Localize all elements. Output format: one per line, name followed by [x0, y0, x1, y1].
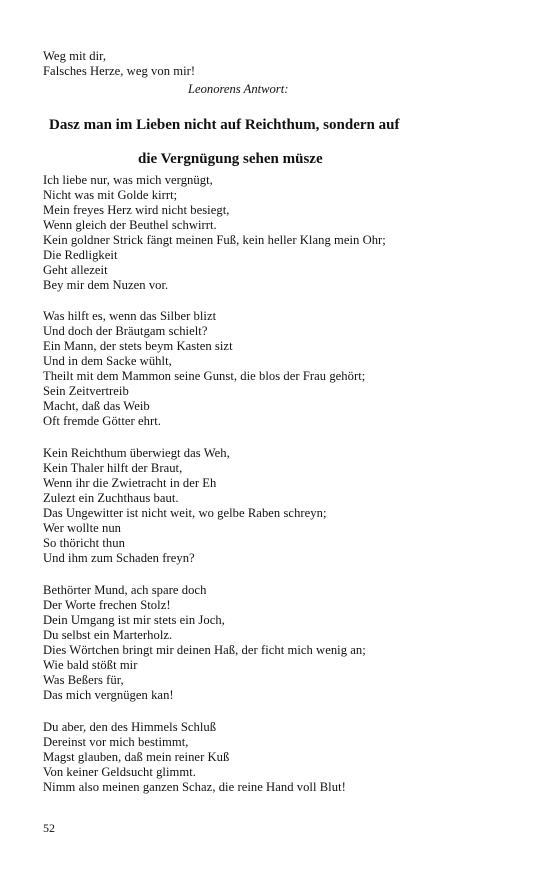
stanza-line: Wenn gleich der Beuthel schwirrt.	[43, 218, 217, 232]
poem-title-line-2: die Vergnügung sehen müsze	[138, 151, 323, 167]
stanza-line: Mein freyes Herz wird nicht besiegt,	[43, 203, 230, 217]
stanza-line: Nicht was mit Golde kirrt;	[43, 188, 178, 202]
stanza-line: Dein Umgang ist mir stets ein Joch,	[43, 613, 225, 627]
stanza-line: Die Redligkeit	[43, 248, 118, 262]
stanza-line: Theilt mit dem Mammon seine Gunst, die blos der Frau gehört;	[43, 369, 366, 383]
stanza-line: Bethörter Mund, ach spare doch	[43, 583, 207, 597]
stanza-line: Kein goldner Strick fängt meinen Fuß, kein heller Klang mein Ohr;	[43, 233, 386, 247]
stanza-line: Dereinst vor mich bestimmt,	[43, 735, 189, 749]
poem-title-line-1: Dasz man im Lieben nicht auf Reichthum, sondern auf	[49, 117, 400, 133]
stanza-line: Sein Zeitvertreib	[43, 384, 129, 398]
stanza-line: Du aber, den des Himmels Schluß	[43, 720, 217, 734]
stanza-line: Ich liebe nur, was mich vergnügt,	[43, 173, 213, 187]
stanza-line: Kein Thaler hilft der Braut,	[43, 461, 183, 475]
stanza-line: Was hilft es, wenn das Silber blizt	[43, 309, 217, 323]
stanza-line: Macht, daß das Weib	[43, 399, 150, 413]
stanza-line: Wenn ihr die Zwietracht in der Eh	[43, 476, 217, 490]
stanza-line: Was Beßers für,	[43, 673, 124, 687]
intro-line-1: Weg mit dir,	[43, 49, 107, 63]
stanza-line: Der Worte frechen Stolz!	[43, 598, 171, 612]
stanza-line: Das Ungewitter ist nicht weit, wo gelbe Raben schreyn;	[43, 506, 327, 520]
stanza-line: Und doch der Bräutgam schielt?	[43, 324, 208, 338]
page-number: 52	[43, 821, 55, 835]
stanza-line: Und ihm zum Schaden freyn?	[43, 551, 195, 565]
attribution-label: Leonorens Antwort:	[188, 82, 289, 96]
intro-line-2: Falsches Herze, weg von mir!	[43, 64, 196, 78]
stanza-line: Du selbst ein Marterholz.	[43, 628, 173, 642]
stanza-line: Oft fremde Götter ehrt.	[43, 414, 161, 428]
stanza-line: Geht allezeit	[43, 263, 108, 277]
stanza-line: Wie bald stößt mir	[43, 658, 138, 672]
stanza-line: Ein Mann, der stets beym Kasten sizt	[43, 339, 233, 353]
stanza-line: Bey mir dem Nuzen vor.	[43, 278, 169, 292]
stanza-line: Das mich vergnügen kan!	[43, 688, 174, 702]
stanza-line: Dies Wörtchen bringt mir deinen Haß, der ficht mich wenig an;	[43, 643, 366, 657]
stanza-line: Kein Reichthum überwiegt das Weh,	[43, 446, 230, 460]
stanza-line: Magst glauben, daß mein reiner Kuß	[43, 750, 230, 764]
stanza-line: Von keiner Geldsucht glimmt.	[43, 765, 196, 779]
stanza-line: Nimm also meinen ganzen Schaz, die reine Hand voll Blut!	[43, 780, 346, 794]
stanza-line: Wer wollte nun	[43, 521, 122, 535]
stanza-line: Und in dem Sacke wühlt,	[43, 354, 172, 368]
stanza-line: Zulezt ein Zuchthaus baut.	[43, 491, 179, 505]
stanza-line: So thöricht thun	[43, 536, 125, 550]
